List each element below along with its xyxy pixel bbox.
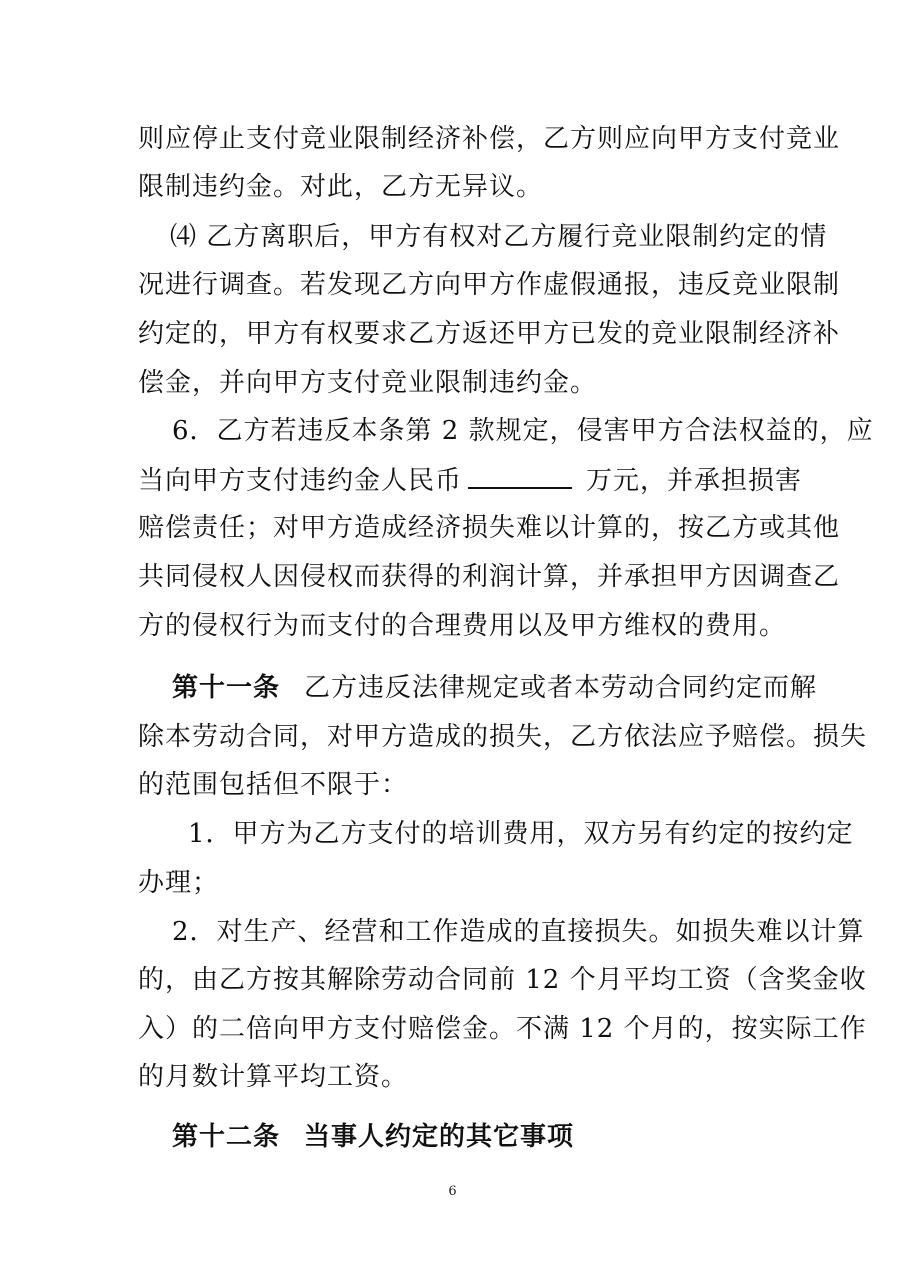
text-line: 则应停止支付竞业限制经济补偿，乙方则应向甲方支付竞业 [138,124,841,154]
article-11-heading [172,673,817,703]
text-line: 入）的二倍向甲方支付赔偿金。不满 12 个月的，按实际工作 [138,1014,867,1044]
article-title: 当事人约定的其它事项 [304,1122,575,1152]
text-line: 共同侵权人因侵权而获得的利润计算，并承担甲方因调查乙 [138,562,841,592]
text-line: 2．对生产、经营和工作造成的直接损失。如损失难以计算 [172,917,865,947]
text-line: 况进行调查。若发现乙方向甲方作虚假通报，违反竞业限制 [138,270,841,300]
text-line: 的范围包括但不限于： [138,770,409,800]
text-line [138,465,802,496]
text-line: 办理； [138,868,220,898]
text-line: 的月数计算平均工资。 [138,1062,409,1092]
text-line: 限制违约金。对此，乙方无异议。 [138,172,544,202]
article-number: 第十二条 [172,1122,281,1152]
text-line: 偿金，并向甲方支付竞业限制违约金。 [138,368,598,398]
article-text: 乙方违反法律规定或者本劳动合同约定而解 [304,673,818,703]
text-line: 的，由乙方按其解除劳动合同前 12 个月平均工资（含奖金收 [138,965,867,995]
text-line: 6．乙方若违反本条第 2 款规定，侵害甲方合法权益的，应 [172,416,874,446]
text-line: 1．甲方为乙方支付的培训费用，双方另有约定的按约定 [188,819,854,849]
text-segment: 当向甲方支付违约金人民币 [138,466,463,496]
fill-in-blank [468,465,572,489]
text-line: 赔偿责任；对甲方造成经济损失难以计算的，按乙方或其他 [138,513,841,543]
text-line: 除本劳动合同，对甲方造成的损失，乙方依法应予赔偿。损失 [138,722,868,752]
article-number: 第十一条 [172,673,281,703]
article-12-heading [172,1122,574,1152]
text-line: ⑷ 乙方离职后，甲方有权对乙方履行竞业限制约定的情 [170,222,828,252]
text-line: 约定的，甲方有权要求乙方返还甲方已发的竞业限制经济补 [138,319,841,349]
text-segment: 万元，并承担损害 [586,466,803,496]
page-number: 6 [448,1184,457,1199]
text-line: 方的侵权行为而支付的合理费用以及甲方维权的费用。 [138,611,787,641]
